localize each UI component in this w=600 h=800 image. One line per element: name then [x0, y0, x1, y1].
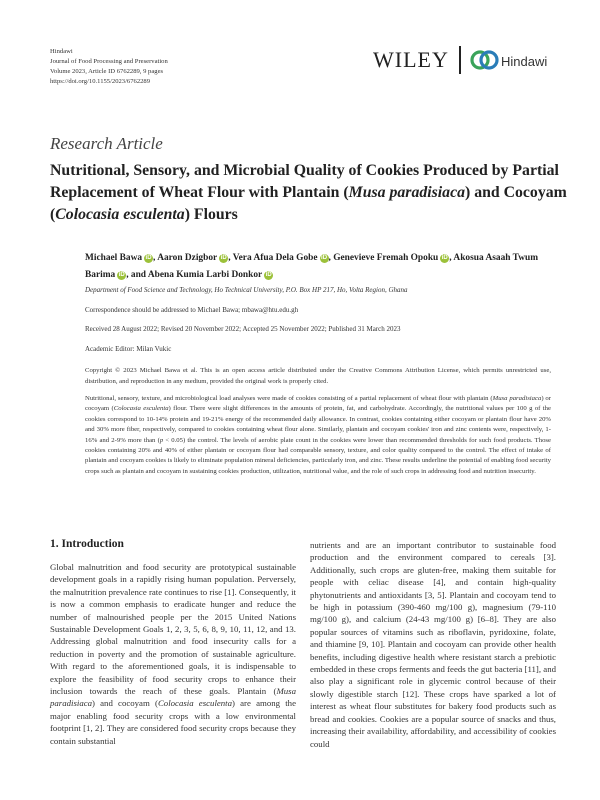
publisher-line: Hindawi [50, 48, 73, 55]
orcid-icon[interactable]: iD [441, 255, 448, 261]
article-title: Nutritional, Sensory, and Microbial Quality of Cookies Produced by Partial Replacement of Wheat Flour with Plantain (Musa paradisiaca) and Cocoyam (Colocasia esculenta) Flours [50, 162, 567, 223]
volume-line: Volume 2023, Article ID 6762289, 9 pages [50, 68, 164, 75]
journal-name: Journal of Food Processing and Preservation [50, 58, 168, 65]
correspondence: Correspondence should be addressed to Michael Bawa; mbawa@htu.edu.gh [85, 306, 299, 314]
copyright-notice: Copyright © 2023 Michael Bawa et al. This is an open access article distributed under the Creative Commons Attribution License, which permits unrestricted use, distribution, and reproduction in any medium, provided the original work is properly cited. [85, 367, 551, 385]
publication-dates: Received 28 August 2022; Revised 20 November 2022; Accepted 25 November 2022; Published 31 March 2023 [85, 325, 401, 333]
orcid-icon[interactable]: iD [265, 272, 272, 278]
abstract: Nutritional, sensory, texture, and microbiological load analyses were made of cookies consisting of a partial replacement of wheat flour with plantain (Musa paradisiaca) or cocoyam (Colocasia esculenta) flour. There were slight differences in the amounts of protein, fat, and carbohydrate. Accordingly, the nutritional values per 100 g of the cookies correspond to 10-14% protein and 19-21% energy of the recommended daily allowance. In contrast, cookies containing either cocoyam or plantain flour have 20% and 30% more fiber, respectively, compared to cookies containing wheat flour alone. Similarly, plantain and cocoyam cookies' iron and zinc contents were, respectively, 1-16% and 2-9% more than (p < 0.05) the control. The levels of aerobic plate count in the cookies were lower than recommended thresholds for such food products. Those cookies containing 20% and 40% of either plantain or cocoyam flour had comparable sensory, texture, and color quality compared to the control. The effect of intake of plantain and cocoyam cookies is likely to eliminate population mineral deficiencies, particularly iron, and zinc. These results underline the potential of enabling food security crops such as plantain and cocoyam in sustaining cookies production, utilization, nutritional value, and the role of such crops in addressing food and nutrition insecurity. [85, 395, 552, 475]
orcid-icon[interactable]: iD [118, 272, 125, 278]
affiliation: Department of Food Science and Technology, Ho Technical University, P.O. Box HP 217, Ho, Volta Region, Ghana [85, 286, 408, 294]
author-name[interactable]: Genevieve Fremah Opoku [333, 253, 439, 263]
logo-divider [459, 46, 461, 74]
body-column-left: Global malnutrition and food security are prototypical sustainable development goals in a rapidly rising human population. Perversely, the malnutrition prevalence rate continues to rise [1]. Consequently, it is now a common emphasis to eradicate hunger and reduce the number of malnourished people per the 2015 United Nations Sustainable Development Goals 1, 2, 3, 5, 6, 8, 9, 10, 11, 12, and 13. Addressing global malnutrition and food insecurity calls for a reduction in poverty and the promotion of sustainable agriculture. With regard to the aforementioned goals, it is indispensable to explore the feasibility of food security crops to enhance their inclusion towards the reach of these goals. Plantain (Musa paradisiaca) and cocoyam (Colocasia esculenta) are among the major enabling food security crops with a low environmental footprint [1, 2]. They are considered food security crops because they contain substantial [50, 562, 296, 746]
academic-editor: Academic Editor: Milan Vukic [85, 345, 172, 353]
author-name[interactable]: Abena Kumia Larbi Donkor [147, 270, 263, 280]
author-name[interactable]: Aaron Dzigbor [157, 253, 218, 263]
hindawi-logo-text: Hindawi [501, 54, 548, 69]
orcid-icon[interactable]: iD [145, 255, 152, 261]
author-name[interactable]: Akosua Asaah Twum Barima [85, 253, 539, 280]
orcid-icon[interactable]: iD [321, 255, 328, 261]
body-column-right: nutrients and are an important contributor to sustainable food production and the environment compared to cereals [3]. Additionally, such crops are gluten-free, making them suitable for people with celiac disease [4], and contain high-quality phytonutrients and antioxidants [3, 5]. Plantain and cocoyam tend to be high in potassium (390-460 mg/100 g), magnesium (79-110 mg/100 g), and calcium (24-43 mg/100 g) [6–8]. They are also popular sources of vitamins such as riboflavin, pyridoxine, folate, and thiamine [9, 10]. Plantain and cocoyam can provide other health benefits, including digestive health where resistant starch a prebiotic embedded in these crops ferments and feeds the gut bacteria [11], and also play a significant role in glycemic control because of their slowly digestible starch [12]. These crops have sparked a lot of interest as wheat flour substitutes for bakery food products such as bread and cookies. Cookies are a popular source of snacks and thus, increasing their availability, affordability, and accessibility of cookies could [310, 540, 556, 749]
hindawi-logo-icon [470, 48, 500, 72]
author-name[interactable]: Michael Bawa [85, 253, 143, 263]
section-heading: 1. Introduction [50, 538, 124, 550]
article-type: Research Article [50, 134, 163, 153]
author-list: Michael Bawa iD , Aaron Dzigbor iD , Vera Afua Dela Gobe iD , Genevieve Fremah Opoku iD , Akosua Asaah Twum Barima iD , and Abena Kumia Larbi Donkor iD [85, 253, 539, 280]
author-name[interactable]: Vera Afua Dela Gobe [232, 253, 318, 263]
orcid-icon[interactable]: iD [220, 255, 227, 261]
doi-link[interactable]: https://doi.org/10.1155/2023/6762289 [50, 78, 151, 85]
journal-header [50, 47, 168, 87]
wiley-logo: WILEY [373, 47, 449, 72]
